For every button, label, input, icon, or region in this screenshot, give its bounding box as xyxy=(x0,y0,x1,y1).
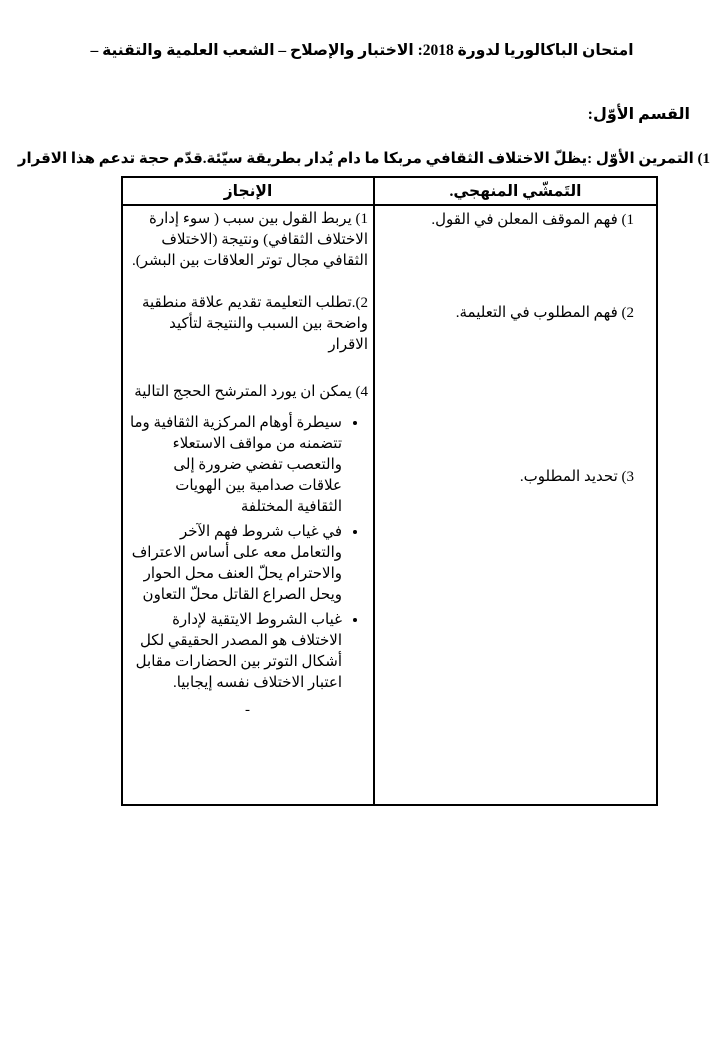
exercise-prompt: 1) التمرين الأوّل :يظلّ الاختلاف الثقافي مربكا ما دام يُدار بطريقة سيّئة.قدّم حجة تدعم هذا الاقرار xyxy=(17,151,710,167)
method-cell xyxy=(374,205,657,805)
achievement-item-4-heading: 4) يمكن ان يورد المترشح الحجج التالية xyxy=(134,384,368,400)
method-step-2: 2) فهم المطلوب في التعليمة. xyxy=(455,305,634,321)
document-title: امتحان الباكالوريا لدورة 2018: الاختبار والإصلاح – الشعب العلمية والتقنية – xyxy=(90,42,634,59)
argument-bullet-3: • غياب الشروط الايتقية لإدارة الاختلاف هو المصدر الحقيقي لكل أشكال التوتر بين الحضارات مقابل اعتبار الاختلاف نفسه إيجابيا. xyxy=(127,610,342,694)
achievement-item-1: 1) يربط القول بين سبب ( سوء إدارة الاختلاف الثقافي) ونتيجة (الاختلاف الثقافي مجال توتر العلاقات بين البشر). xyxy=(132,211,368,269)
correction-table xyxy=(121,176,658,806)
column-header-method: التَمشّي المنهجي. xyxy=(374,177,657,205)
achievement-item-2: 2).تطلب التعليمة تقديم علاقة منطقية واضحة بين السبب والنتيجة لتأكيد الاقرار xyxy=(141,295,368,353)
argument-bullet-2: • في غياب شروط فهم الآخر والتعامل معه على أساس الاعتراف والاحترام يحلّ العنف محل الحوار ويحل الصراع القاتل محلّ التعاون xyxy=(127,522,342,606)
table-body-row xyxy=(122,205,657,805)
argument-bullet-list xyxy=(127,413,368,694)
section-heading: القسم الأوّل: xyxy=(587,106,690,123)
document-page xyxy=(0,40,724,1064)
trailing-dash: - xyxy=(245,702,250,718)
column-header-achievement: الإنجاز xyxy=(122,177,374,205)
achievement-cell xyxy=(122,205,374,805)
method-step-1: 1) فهم الموقف المعلن في القول. xyxy=(431,212,634,228)
method-step-3: 3) تحديد المطلوب. xyxy=(519,469,634,485)
table-header-row xyxy=(122,177,657,205)
argument-bullet-1: • سيطرة أوهام المركزية الثقافية وما تتضمنه من مواقف الاستعلاء والتعصب تفضي ضرورة إلى علاقات صدامية بين الهويات الثقافية المختلفة xyxy=(127,413,342,518)
